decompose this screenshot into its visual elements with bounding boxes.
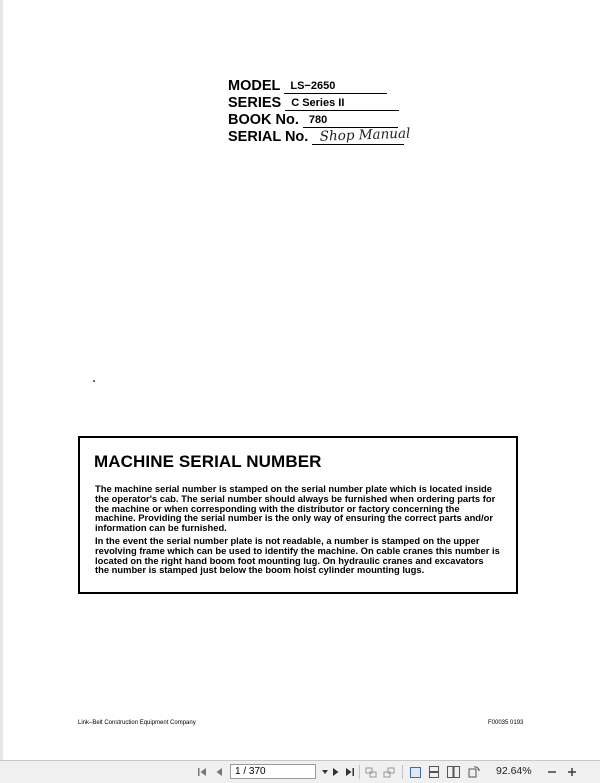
toolbar-separator [402, 765, 403, 779]
stray-mark [93, 380, 95, 382]
zoom-level[interactable]: 92.64% [496, 765, 532, 777]
zoom-out-icon[interactable] [546, 765, 558, 779]
serial-notice-box [78, 436, 518, 594]
first-page-icon[interactable] [196, 765, 208, 779]
serial-line [312, 125, 411, 145]
serial-label: SERIAL No. [228, 129, 309, 145]
last-page-icon[interactable] [344, 765, 356, 779]
notice-title: MACHINE SERIAL NUMBER [94, 452, 322, 471]
page-edge [0, 0, 3, 760]
notice-paragraph-1: The machine serial number is stamped on the serial number plate which is located inside the operator's cab. The serial number should always be furnished when ordering parts for the machine or when corresponding with the distributor or factory concerning the machine. Providing the serial number is the only way of ensuring the correct parts and/or information can be furnished. [95, 483, 496, 534]
series-row [228, 94, 404, 111]
next-page-icon[interactable] [330, 765, 342, 779]
serial-row [228, 125, 411, 145]
viewer-toolbar [0, 760, 600, 783]
series-line [285, 96, 399, 111]
series-label: SERIES [228, 95, 282, 111]
zoom-in-icon[interactable] [566, 765, 578, 779]
prev-page-icon[interactable] [213, 765, 225, 779]
model-line [284, 79, 387, 94]
model-row [228, 77, 404, 94]
rotate-icon[interactable] [467, 765, 481, 779]
book-value: 780 [308, 114, 328, 126]
single-page-view-icon[interactable] [408, 765, 422, 779]
continuous-view-icon[interactable] [427, 765, 441, 779]
book-row [228, 111, 404, 128]
header-fields [228, 77, 411, 145]
forward-icon[interactable] [382, 765, 395, 779]
facing-view-icon[interactable] [446, 765, 460, 779]
series-value: C Series II [291, 97, 345, 109]
page-dropdown-icon[interactable] [320, 765, 330, 779]
page-number-input[interactable]: 1 / 370 [230, 764, 316, 779]
model-label: MODEL [228, 78, 281, 94]
book-label: BOOK No. [228, 112, 299, 128]
model-value: LS−2650 [290, 80, 336, 92]
notice-paragraph-2: In the event the serial number plate is not readable, a number is stamped on the upper revolving frame which can be used to identify the machine. On cable cranes this number is located on the right hand boom foot mounting lug. On hydraulic cranes and excavators the number is stamped just below the boom hoist cylinder mounting lugs. [95, 535, 500, 576]
serial-handwritten-value: Shop Manual [319, 125, 411, 145]
footer-code: F00035 0193 [488, 720, 524, 726]
back-icon[interactable] [364, 765, 377, 779]
footer-company: Link–Belt Construction Equipment Company [78, 720, 196, 726]
toolbar-separator [359, 765, 360, 779]
